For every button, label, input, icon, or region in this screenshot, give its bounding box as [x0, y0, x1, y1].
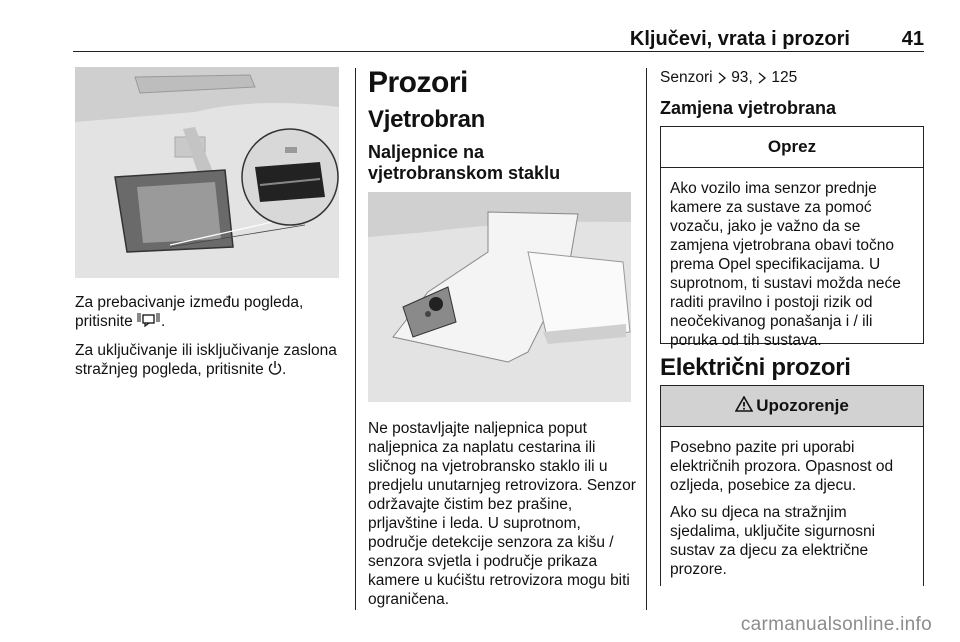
caution-text: Ako vozilo ima senzor prednje kamere za sustave za pomoć vozaču, jako je važno da se zamjena vjetrobrana obavi točno prema Opel specifikacijama. U suprotnom, ti sustavi možda neće raditi pravilno i postoji rizik od neočekivanog ponašanja i / ili poruka od tih sustava.: [670, 180, 901, 349]
caution-box: [660, 126, 924, 349]
warning-triangle-icon: [735, 396, 753, 417]
paragraph-switch-view: Za prebacivanje između pogleda, pritisnite .: [75, 293, 345, 333]
paragraph-sticker-warning: Ne postavljajte naljepnica poput naljepnica za naplatu cestarina ili sličnog na vjetrobransko staklo ili u predjelu unutarnjeg retrovizora. Senzor održavajte čistim bez prašine, prljavštine i leda. U suprotnom, područje detekcije senzora za kišu / senzora svjetla i područje prikaza kamere u kućištu retrovizora mogu biti ograničena.: [368, 420, 636, 608]
section-title-power-windows: Električni prozori: [660, 354, 851, 381]
caution-title: Oprez: [661, 127, 923, 168]
windshield-sensor-illustration: [368, 192, 631, 402]
rear-view-mirror-display-illustration: [75, 67, 339, 278]
section-title-prozori: Prozori: [368, 66, 468, 99]
warning-title: Upozorenje: [661, 386, 923, 427]
watermark: carmanualsonline.info: [740, 614, 932, 635]
windshield-sensor-drawing: [368, 192, 631, 402]
warning-text-child-lock: Ako su djeca na stražnjim sjedalima, uključite sigurnosni sustav za djecu za električne prozore.: [670, 504, 876, 578]
heading-windshield-replacement: Zamjena vjetrobrana: [660, 98, 837, 118]
subsection-title-vjetrobran: Vjetrobran: [368, 106, 486, 133]
page-reference-arrow-icon: [757, 70, 767, 89]
left-column-text: [75, 293, 345, 389]
page-header-title: Ključevi, vrata i prozori: [629, 28, 850, 50]
column-divider-2: [646, 68, 647, 610]
paragraph-display-toggle: Za uključivanje ili isključivanje zaslona stražnjeg pogleda, pritisnite .: [75, 341, 345, 381]
page-reference-arrow-icon: [717, 70, 727, 89]
reference-page-link[interactable]: 93: [731, 69, 749, 86]
header-rule: [73, 51, 924, 52]
warning-text-injury: Posebno pazite pri uporabi električnih prozora. Opasnost od ozljeda, posebice za djecu.: [670, 439, 894, 494]
mirror-display-drawing: [75, 67, 339, 278]
warning-box: [660, 385, 924, 586]
power-icon: [268, 360, 282, 381]
middle-column-text: [368, 419, 640, 617]
column-divider-1: [355, 68, 356, 610]
page-number: 41: [901, 28, 924, 50]
mirror-view-switch-icon: [137, 312, 161, 333]
sensor-cross-reference: Senzori 93, 125: [660, 68, 930, 89]
reference-page-link[interactable]: 125: [771, 69, 798, 86]
heading-windshield-stickers: Naljepnice na vjetrobranskom staklu: [368, 142, 561, 183]
